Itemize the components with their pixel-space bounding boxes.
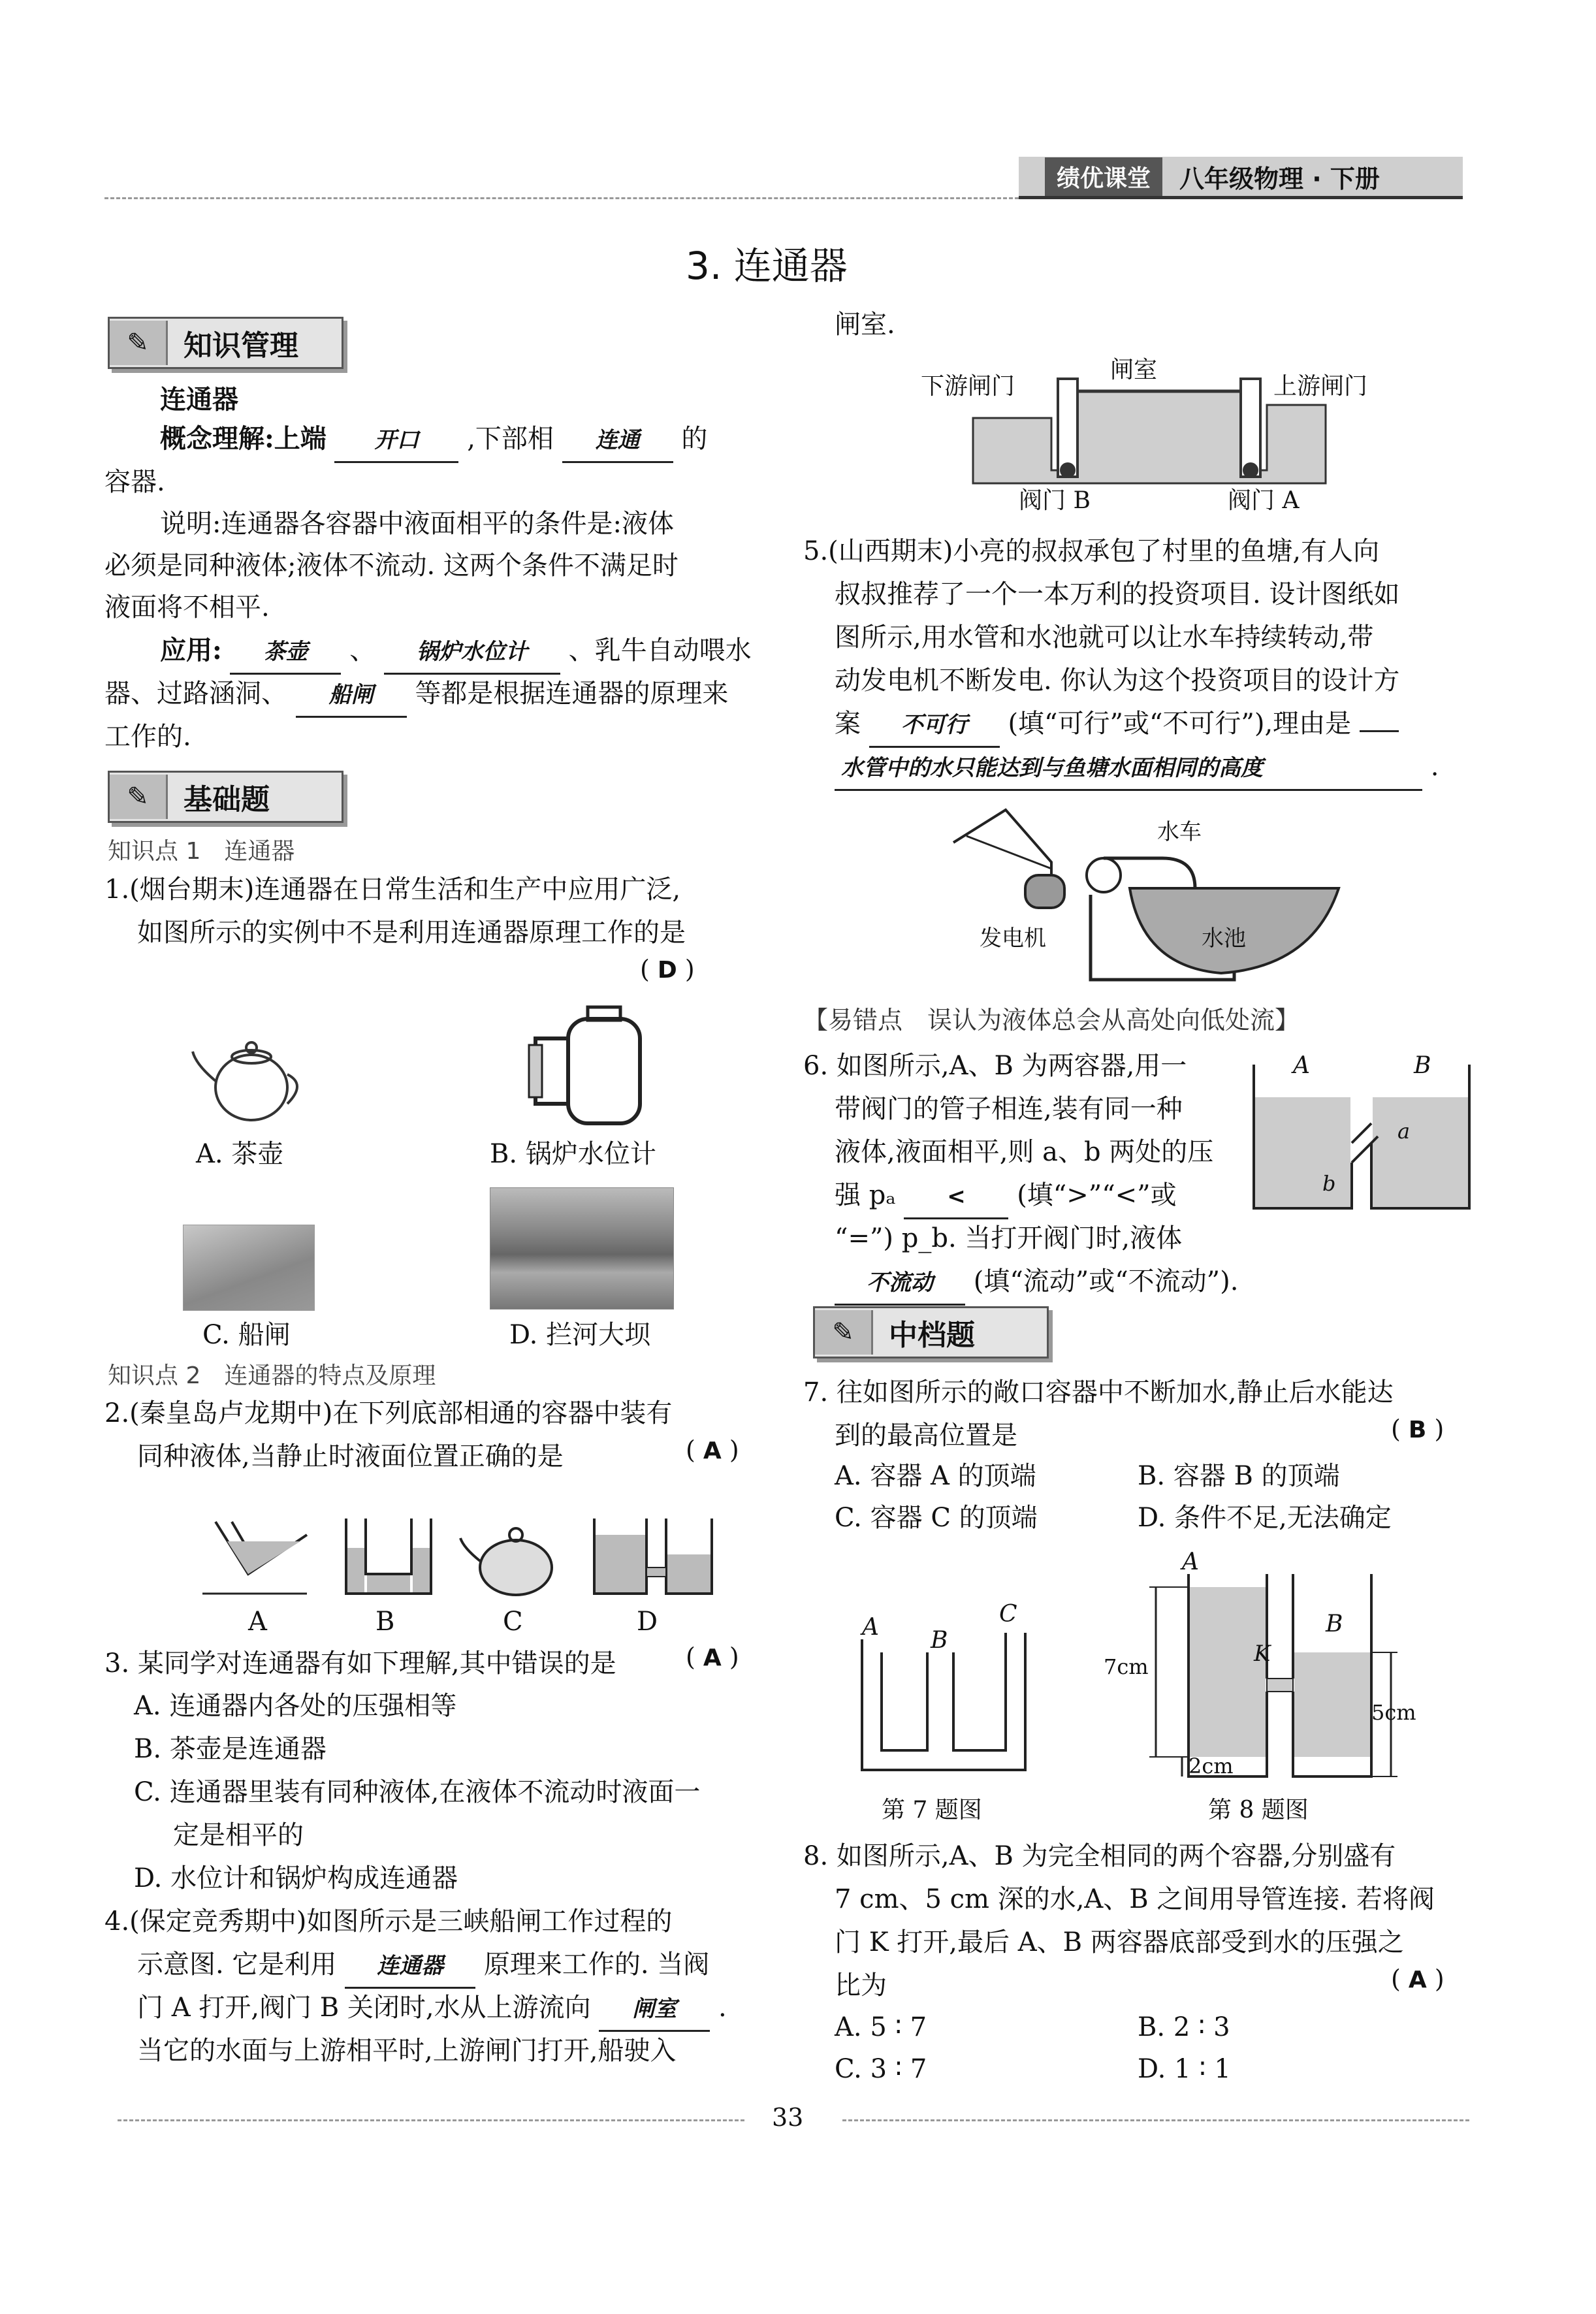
q2-label-d: D xyxy=(637,1607,658,1637)
q7-option-d: D. 条件不足,无法确定 xyxy=(1138,1503,1392,1533)
q3-option-c2: 定是相平的 xyxy=(173,1820,304,1850)
fig-up-gate: 上游闸门 xyxy=(1273,373,1368,400)
q4-line3: 门 A 打开,阀门 B 关闭时,水从上游流向 闸室 . xyxy=(137,1987,727,2032)
q6-line3: 液体,液面相平,则 a、b 两处的压 xyxy=(835,1137,1214,1167)
q2-label-a: A xyxy=(248,1607,267,1637)
page-title: 3. 连通器 xyxy=(686,244,848,288)
q8-fig-b: B xyxy=(1326,1611,1343,1637)
q8-option-d: D. 1 ∶ 1 xyxy=(1138,2054,1231,2084)
q1-line1: 1.(烟台期末)连通器在日常生活和生产中应用广泛, xyxy=(104,875,681,905)
q8-answer: ( A ) xyxy=(1391,1965,1444,1993)
note-line1: 说明:连通器各容器中液面相平的条件是:液体 xyxy=(160,509,674,539)
boiler-gauge-image xyxy=(516,999,653,1130)
q5-line6: 水管中的水只能达到与鱼塘水面相同的高度 . xyxy=(835,746,1439,791)
q3-option-b: B. 茶壶是连通器 xyxy=(134,1734,327,1764)
q2-figures xyxy=(196,1509,718,1607)
q2-answer: ( A ) xyxy=(686,1436,739,1464)
q3-answer: ( A ) xyxy=(686,1643,739,1671)
q4-line5: 闸室. xyxy=(835,310,895,340)
answer-blank: 连通器 xyxy=(345,1945,475,1989)
q8-line2: 7 cm、5 cm 深的水,A、B 之间用导管连接. 若将阀 xyxy=(835,1884,1435,1914)
q6-diagram xyxy=(1247,1058,1476,1215)
q1-option-c: C. 船闸 xyxy=(202,1320,291,1350)
concept-line: 概念理解:上端 开口 ,下部相 连通 的 xyxy=(160,418,707,463)
q6-fig-pa: a xyxy=(1397,1119,1411,1144)
q8-line1: 8. 如图所示,A、B 为完全相同的两个容器,分别盛有 xyxy=(803,1841,1396,1871)
fig-valve-b: 阀门 B xyxy=(1019,487,1091,514)
answer-blank: 不可行 xyxy=(869,704,1000,748)
fig-valve-a: 阀门 A xyxy=(1228,487,1300,514)
q1-option-b: B. 锅炉水位计 xyxy=(490,1139,656,1169)
q2-line1: 2.(秦皇岛卢龙期中)在下列底部相通的容器中装有 xyxy=(104,1398,673,1428)
q5-line5: 案 不可行 (填“可行”或“不可行”),理由是 xyxy=(835,703,1399,748)
q6-fig-pb: b xyxy=(1322,1171,1336,1196)
q6-fig-b: B xyxy=(1414,1052,1431,1079)
header-subject: 八年级物理 · 下册 xyxy=(1179,164,1380,193)
q3-option-d: D. 水位计和锅炉构成连通器 xyxy=(134,1863,458,1893)
q8-fig-5cm: 5cm xyxy=(1371,1700,1416,1725)
mistake-note: 【易错点 误认为液体总会从高处向低处流】 xyxy=(803,1006,1300,1035)
fig-down-gate: 下游闸门 xyxy=(921,373,1015,400)
q8-option-a: A. 5 ∶ 7 xyxy=(835,2012,927,2042)
application-line: 应用: 茶壶 、 锅炉水位计 、乳牛自动喂水 xyxy=(160,630,752,675)
q7-fig-c: C xyxy=(999,1601,1017,1628)
q6-line5: “=”) p_b. 当打开阀门时,液体 xyxy=(835,1223,1183,1253)
q2-line2: 同种液体,当静止时液面位置正确的是 xyxy=(137,1441,564,1471)
q8-fig-k: K xyxy=(1254,1641,1271,1667)
note-line2: 必须是同种液体;液体不流动. 这两个条件不满足时 xyxy=(104,551,678,581)
pencil-icon: ✎ xyxy=(110,775,168,819)
q8-fig-2cm: 2cm xyxy=(1189,1754,1234,1778)
q8-option-c: C. 3 ∶ 7 xyxy=(835,2054,927,2084)
knowledge-point-1: 知识点 1 连通器 xyxy=(108,838,295,865)
q7-option-c: C. 容器 C 的顶端 xyxy=(835,1503,1038,1533)
q3-option-c1: C. 连通器里装有同种液体,在液体不流动时液面一 xyxy=(134,1777,701,1807)
q4-line4: 当它的水面与上游相平时,上游闸门打开,船驶入 xyxy=(137,2036,677,2066)
q7-line2: 到的最高位置是 xyxy=(835,1421,1017,1451)
q7-option-b: B. 容器 B 的顶端 xyxy=(1138,1461,1340,1491)
page-number: 33 xyxy=(772,2103,804,2132)
q8-fig-7cm: 7cm xyxy=(1104,1654,1149,1679)
answer-blank: < xyxy=(904,1176,1008,1219)
q7-caption: 第 7 题图 xyxy=(882,1797,982,1824)
section-basic: ✎ 基础题 xyxy=(108,771,343,823)
header-brand: 绩优课堂 xyxy=(1045,157,1162,196)
q7-line1: 7. 往如图所示的敞口容器中不断加水,静止后水能达 xyxy=(803,1377,1394,1407)
answer-blank: 不流动 xyxy=(835,1262,965,1306)
answer-blank: 水管中的水只能达到与鱼塘水面相同的高度 xyxy=(835,747,1422,791)
q6-fig-a: A xyxy=(1293,1052,1310,1079)
q8-caption: 第 8 题图 xyxy=(1208,1797,1309,1824)
q1-answer: ( D ) xyxy=(640,955,695,984)
q8-diagram xyxy=(1123,1567,1397,1783)
answer-blank: 闸室 xyxy=(599,1988,710,2032)
q1-option-a: A. 茶壶 xyxy=(196,1139,284,1169)
q4-line2: 示意图. 它是利用 连通器 原理来工作的. 当阀 xyxy=(137,1944,709,1989)
fig-chamber: 闸室 xyxy=(1110,357,1158,383)
answer-blank: 连通 xyxy=(562,419,673,463)
q5-line1: 5.(山西期末)小亮的叔叔承包了村里的鱼塘,有人向 xyxy=(803,536,1380,566)
pencil-icon: ✎ xyxy=(110,321,168,365)
q6-line6: 不流动 (填“流动”或“不流动”). xyxy=(835,1261,1238,1306)
knowledge-point-2: 知识点 2 连通器的特点及原理 xyxy=(108,1362,436,1389)
application-line3: 工作的. xyxy=(104,722,191,752)
knowledge-heading: 连通器 xyxy=(160,384,238,415)
teapot-image xyxy=(189,1025,307,1130)
section-knowledge: ✎ 知识管理 xyxy=(108,317,343,369)
q7-option-a: A. 容器 A 的顶端 xyxy=(835,1461,1036,1491)
concept-line2: 容器. xyxy=(104,467,165,497)
q3-line1: 3. 某同学对连通器有如下理解,其中错误的是 xyxy=(104,1648,616,1679)
q8-line4: 比为 xyxy=(835,1970,887,2001)
q7-fig-a: A xyxy=(862,1614,879,1641)
q8-line3: 门 K 打开,最后 A、B 两容器底部受到水的压强之 xyxy=(835,1927,1404,1957)
q6-line2: 带阀门的管子相连,装有同一种 xyxy=(835,1094,1183,1124)
ship-lock-photo xyxy=(183,1225,315,1311)
answer-blank: 船闸 xyxy=(296,674,407,718)
q6-line1: 6. 如图所示,A、B 为两容器,用一 xyxy=(803,1051,1187,1081)
q7-answer: ( B ) xyxy=(1391,1415,1444,1443)
header-banner xyxy=(1019,157,1463,199)
fig-pool: 水池 xyxy=(1202,925,1246,952)
q5-line4: 动发电机不断发电. 你认为这个投资项目的设计方 xyxy=(835,666,1400,696)
q5-line3: 图所示,用水管和水池就可以让水车持续转动,带 xyxy=(835,622,1374,652)
q5-line2: 叔叔推荐了一个一本万利的投资项目. 设计图纸如 xyxy=(835,579,1400,609)
fig-generator: 发电机 xyxy=(980,925,1046,952)
q1-option-d: D. 拦河大坝 xyxy=(509,1320,651,1350)
section-medium: ✎ 中档题 xyxy=(813,1306,1049,1358)
q6-line4: 强 pₐ < (填“>”“<”或 xyxy=(835,1174,1177,1219)
q2-label-b: B xyxy=(375,1607,395,1637)
q2-label-c: C xyxy=(503,1607,523,1637)
fig-water-wheel: 水车 xyxy=(1157,819,1202,845)
pencil-icon: ✎ xyxy=(815,1310,873,1355)
water-wheel-diagram xyxy=(947,803,1352,993)
answer-blank: 茶壶 xyxy=(230,631,341,675)
q1-line2: 如图所示的实例中不是利用连通器原理工作的是 xyxy=(137,918,686,948)
q8-fig-a: A xyxy=(1182,1549,1199,1575)
application-line2: 器、过路涵洞、 船闸 等都是根据连通器的原理来 xyxy=(104,673,728,718)
q3-option-a: A. 连通器内各处的压强相等 xyxy=(134,1691,457,1721)
answer-blank: 锅炉水位计 xyxy=(384,631,560,675)
q8-option-b: B. 2 ∶ 3 xyxy=(1138,2012,1230,2042)
q4-line1: 4.(保定竞秀期中)如图所示是三峡船闸工作过程的 xyxy=(104,1906,673,1936)
answer-blank: 开口 xyxy=(334,419,458,463)
dam-photo xyxy=(490,1187,674,1310)
note-line3: 液面将不相平. xyxy=(104,592,270,622)
q7-fig-b: B xyxy=(931,1627,948,1654)
